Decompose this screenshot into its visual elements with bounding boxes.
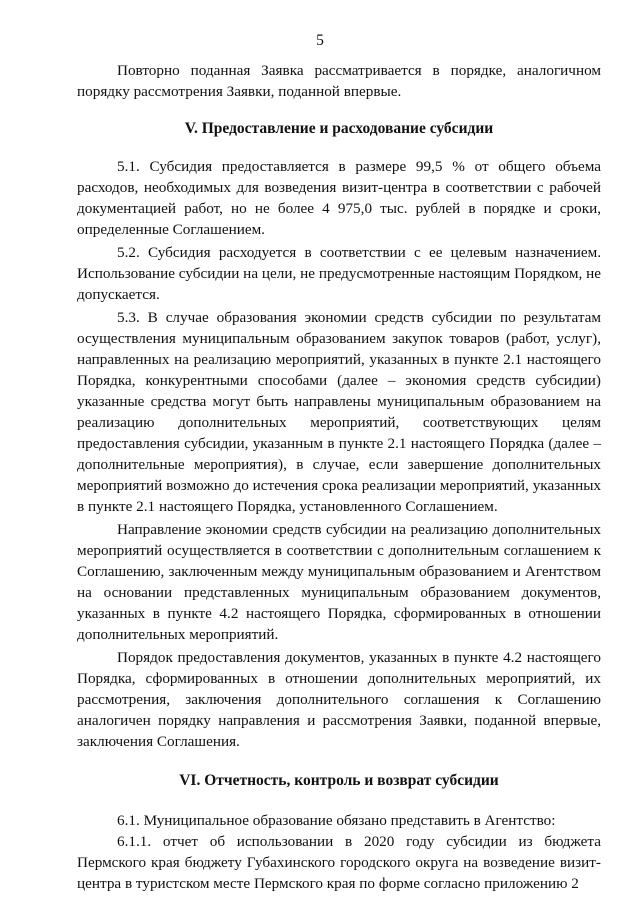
document-body <box>77 60 601 894</box>
paragraph-5-3: 5.3. В случае образования экономии средств субсидии по результатам осуществления муниципальным образованием закупок товаров (работ, услуг), направленных на реализацию мероприятий, указанных в пункте 2.1 настоящего Порядка, конкурентными способами (далее – экономия средств субсидии) указанные средства могут быть направлены муниципальным образованием на реализацию дополнительных мероприятий, соответствующих целям предоставления субсидии, указанным в пункте 2.1 настоящего Порядка (далее – дополнительные мероприятия), в случае, если завершение дополнительных мероприятий возможно до истечения срока реализации мероприятий, указанных в пункте 2.1 настоящего Порядка, установленного Соглашением. <box>77 309 601 515</box>
paragraph-5-2: 5.2. Субсидия расходуется в соответствии с ее целевым назначением. Использование субсидии на цели, не предусмотренные настоящим Порядком, не допускается. <box>77 244 601 303</box>
paragraph-6-1: 6.1. Муниципальное образование обязано представить в Агентство: <box>117 812 556 829</box>
section-heading-6: VI. Отчетность, контроль и возврат субсидии <box>179 772 499 789</box>
paragraph-5-1: 5.1. Субсидия предоставляется в размере 99,5 % от общего объема расходов, необходимых для возведения визит-центра в соответствии с рабочей документацией работ, но не более 4 975,0 тыс. рублей в порядке и сроки, определенные Соглашением. <box>77 158 601 238</box>
page-number: 5 <box>316 32 324 49</box>
paragraph-6-1-1: 6.1.1. отчет об использовании в 2020 году субсидии из бюджета Пермского края бюджету Губахинского городского округа на возведение визит-центра в туристском месте Пермского края по форме согласно приложению 2 <box>77 833 601 892</box>
paragraph-5-3-procedure: Порядок предоставления документов, указанных в пункте 4.2 настоящего Порядка, сформированных в отношении дополнительных мероприятий, их рассмотрения, заключения дополнительного соглашения к Соглашению аналогичен порядку направления и рассмотрения Заявки, поданной впервые, заключения Соглашения. <box>77 649 601 750</box>
paragraph-5-3-direction: Направление экономии средств субсидии на реализацию дополнительных мероприятий осуществляется в соответствии с дополнительным соглашением к Соглашению, заключенным между муниципальным образованием и Агентством на основании представленных муниципальным образованием документов, указанных в пункте 4.2 настоящего Порядка, сформированных в отношении дополнительных мероприятий. <box>77 521 601 643</box>
paragraph: Повторно поданная Заявка рассматривается в порядке, аналогичном порядку рассмотрения Заявки, поданной впервые. <box>77 62 601 100</box>
section-heading-5: V. Предоставление и расходование субсидии <box>184 120 494 137</box>
